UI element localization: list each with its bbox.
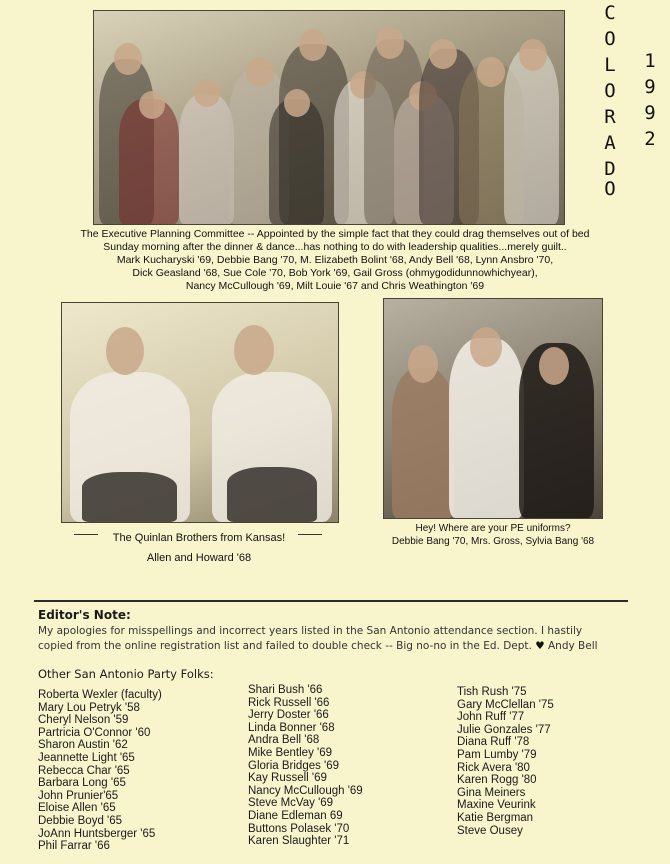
caption-line: Hey! Where are your PE uniforms? xyxy=(415,523,571,534)
side-letter: R xyxy=(604,106,616,128)
attendee-name: Tish Rush '75 xyxy=(457,686,527,698)
other-folks-title: Other San Antonio Party Folks: xyxy=(38,667,214,681)
names-column-1 xyxy=(38,689,162,853)
editor-note-title: Editor's Note: xyxy=(38,608,131,622)
names-column-3 xyxy=(457,686,554,837)
attendee-name: Linda Bonner '68 xyxy=(248,721,335,734)
caption-line: Nancy McCullough '69, Milt Louie '67 and Chris Weathington '69 xyxy=(185,280,485,292)
heart-icon: ♥ xyxy=(535,640,545,652)
attendee-name: Rick Avera '80 xyxy=(457,761,530,774)
attendee-name: Cheryl Nelson '59 xyxy=(38,714,129,727)
editor-note-line-2 xyxy=(38,639,638,654)
attendee-name: Eloise Allen '65 xyxy=(38,802,116,815)
attendee-name: Buttons Polasek '70 xyxy=(248,822,350,835)
attendee-name: Phil Farrar '66 xyxy=(38,840,110,853)
side-letter: A xyxy=(604,132,616,154)
editor-note-body xyxy=(38,624,638,654)
pe-uniforms-photo-caption xyxy=(368,522,618,548)
attendee-name: Gary McClellan '75 xyxy=(457,698,554,711)
attendee-name: Nancy McCullough '69 xyxy=(248,784,363,797)
attendee-name: JoAnn Huntsberger '65 xyxy=(38,827,156,840)
caption-line: The Executive Planning Committee -- Appointed by the simple fact that they could drag themselves out of bed xyxy=(80,228,590,240)
side-letter: O xyxy=(604,28,616,50)
caption-line: Allen and Howard '68 xyxy=(146,552,252,564)
attendee-name: Jerry Doster '66 xyxy=(248,709,329,722)
attendee-name: Shari Bush '66 xyxy=(248,684,323,696)
attendee-name: Karen Rogg '80 xyxy=(457,774,537,787)
attendee-name: Rick Russell '66 xyxy=(248,696,330,709)
attendee-name: Julie Gonzales '77 xyxy=(457,723,551,736)
group-photo-caption xyxy=(20,228,650,293)
names-column-2 xyxy=(248,684,363,848)
attendee-name: Barbara Long '65 xyxy=(38,777,126,790)
side-letter: D xyxy=(604,158,616,180)
attendee-name: Sharon Austin '62 xyxy=(38,739,128,752)
side-digit: 1 xyxy=(644,50,656,72)
caption-line: Dick Geasland '68, Sue Cole '70, Bob York '69, Gail Gross (ohmygodidunnowhichyear), xyxy=(132,267,538,279)
attendee-name: John Ruff '77 xyxy=(457,711,525,724)
attendee-name: Mike Bentley '69 xyxy=(248,746,333,759)
brothers-photo xyxy=(61,302,339,523)
side-digit: 9 xyxy=(644,102,656,124)
caption-line: Sunday morning after the dinner & dance...has nothing to do with leadership qualities...merely guilt.. xyxy=(103,241,567,253)
section-divider xyxy=(34,600,628,602)
side-letter: O xyxy=(604,178,616,200)
attendee-name: Pam Lumby '79 xyxy=(457,748,537,761)
caption-line: The Quinlan Brothers from Kansas! xyxy=(112,532,286,544)
attendee-name: Rebecca Char '65 xyxy=(38,764,130,777)
attendee-name: Roberta Wexler (faculty) xyxy=(38,689,162,701)
attendee-name: Steve McVay '69 xyxy=(248,797,334,810)
caption-line: Mark Kucharyski '69, Debbie Bang '70, M. Elizabeth Bolint '68, Andy Bell '68, Lynn Ansbro '70, xyxy=(116,254,554,266)
side-digit: 9 xyxy=(644,76,656,98)
attendee-name: Gloria Bridges '69 xyxy=(248,759,340,772)
brothers-photo-caption xyxy=(61,528,337,568)
attendee-name: John Prunier'65 xyxy=(38,789,119,802)
attendee-name: Andra Bell '68 xyxy=(248,734,320,747)
attendee-name: Diana Ruff '78 xyxy=(457,736,530,749)
attendee-name: Partricia O'Connor '60 xyxy=(38,726,151,739)
attendee-name: Katie Bergman xyxy=(457,811,534,824)
pe-uniforms-photo xyxy=(383,298,603,519)
editor-note-line: My apologies for misspellings and incorrect years listed in the San Antonio attendance section. I hastily xyxy=(38,625,583,637)
attendee-name: Maxine Veurink xyxy=(457,799,536,812)
caption-line: Debbie Bang '70, Mrs. Gross, Sylvia Bang '68 xyxy=(391,536,595,547)
side-letter: C xyxy=(604,2,616,24)
attendee-name: Steve Ousey xyxy=(457,824,523,837)
attendee-name: Karen Slaughter '71 xyxy=(248,835,350,848)
attendee-name: Jeannette Light '65 xyxy=(38,751,135,764)
editor-signature: Andy Bell xyxy=(547,640,598,652)
side-letter: L xyxy=(604,54,616,76)
editor-note-text: copied from the online registration list and failed to double check -- Big no-no in the Ed. Dept. xyxy=(38,640,532,652)
side-digit: 2 xyxy=(644,128,656,150)
attendee-name: Gina Meiners xyxy=(457,786,526,799)
attendee-name: Diane Edleman 69 xyxy=(248,809,343,822)
attendee-name: Debbie Boyd '65 xyxy=(38,814,123,827)
group-photo xyxy=(93,10,565,225)
attendee-name: Mary Lou Petryk '58 xyxy=(38,701,140,714)
side-letter: O xyxy=(604,80,616,102)
attendee-name: Kay Russell '69 xyxy=(248,772,327,785)
